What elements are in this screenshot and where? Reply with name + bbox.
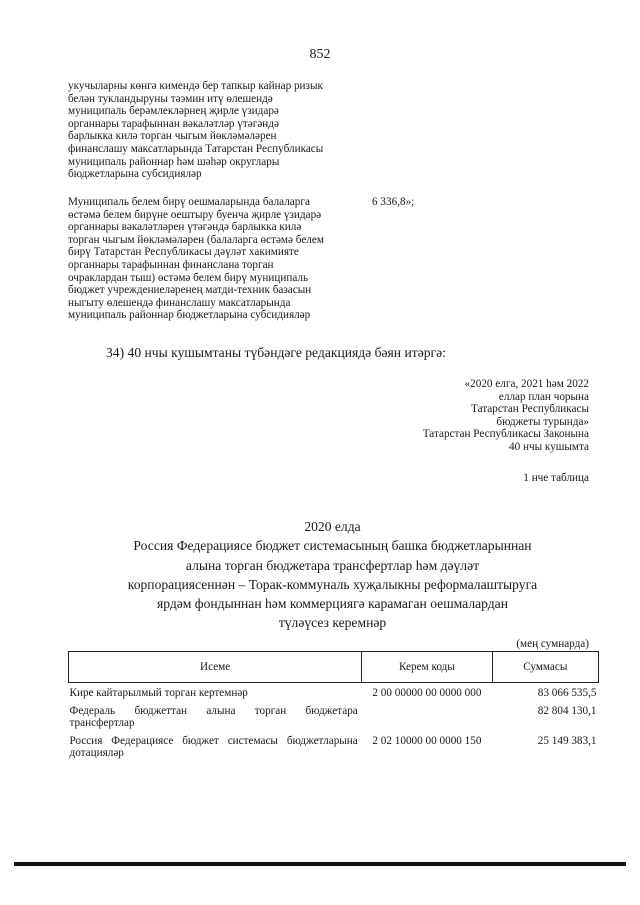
text-line: органнары вәкаләтләрен үтәгәндә барлыкка килә [68,221,302,234]
annex-line: бюджеты турында» [496,415,589,428]
title-line: Россия Федерациясе бюджет системасының башка бюджетларыннан [133,538,532,554]
text-line: бюджет учреждениеләренең матди-техник базасын [68,284,312,297]
table-row [69,683,599,701]
table-row [69,731,599,761]
text-line: муниципаль районнар бюджетларына субсидияләр [68,309,311,322]
revenue-table [68,651,599,761]
row-code: 2 02 10000 00 0000 150 [372,734,482,747]
row-code: 2 00 00000 00 0000 000 [372,687,482,699]
text-line: барлыкка килә торган чыгым йөкләмәләрен [68,130,277,143]
row-name: Федераль бюджеттан алына торган бюджетара трансфертлар [69,704,358,730]
row-sum: 83 066 535,5 [537,687,597,699]
table-row [69,701,599,731]
text-line: Муниципаль белем бирү оешмаларында балаларга [68,196,310,208]
annex-line: 40 нчы кушымта [509,440,589,453]
title-line: корпорациясеннән – Торак-коммуналь хуҗалыкны реформалаштыруга [127,576,538,592]
header-code: Керем коды [362,652,492,683]
row-name: Кире кайтарылмый торган кертемнәр [69,687,248,699]
table-header-row [69,652,599,683]
text-line: очраклардан тыш) өстәмә белем бирү муниципаль [68,271,309,284]
text-line: бирү Татарстан Республикасы дәүләт хакимияте [68,246,299,259]
header-name: Исеме [69,652,362,683]
row-code [362,701,492,731]
annex-reference [423,378,589,454]
text-line: өстәмә белем бирүне оештыру буенча җирле үзидарә [68,208,322,221]
row-sum: 82 804 130,1 [537,704,597,717]
title-line: алына торган бюджетара трансфертлар һәм дәүләт [185,557,480,573]
units-note: (мең сумнарда) [516,638,589,650]
text-line: органнары тарафыннан вәкаләтләр үтәгәндә [68,117,279,130]
title-line: ярдәм фондыннан һәм коммерциягә карамаган оешмалардан [156,596,508,612]
text-line: торган чыгым йөкләмәләрен (балаларга өстәмә белем [68,233,324,246]
header-sum: Суммасы [492,652,598,683]
page-number: 852 [309,47,331,62]
text-line: ныгыту өлешендә финанслашу максатларында [68,296,291,309]
table-number: 1 нче таблица [523,472,589,484]
text-line: бюджетларына субсидияләр [68,168,202,181]
text-line: муниципаль районнар һәм шәһәр округлары [68,155,280,168]
continuation-item-1 [68,80,356,181]
annex-line: еллар план чорына [498,390,589,403]
continuation-amount: 6 336,8»; [372,196,415,208]
row-sum: 25 149 383,1 [537,734,597,747]
text-line: муниципаль берәмлекләрнең җирле үзидарә [68,105,279,118]
title-line: түләүсез керемнәр [278,615,387,631]
annex-line: Татарстан Республикасы [471,403,589,416]
annex-line: Татарстан Республикасы Законына [422,428,589,441]
title-line: 2020 елда [304,519,361,534]
text-line: органнары тарафыннан финанслана торган [68,258,274,271]
scan-edge-bar [14,862,626,866]
row-name: Россия Федерациясе бюджет системасы бюджетларына дотацияләр [69,734,358,760]
continuation-item-2 [68,196,356,322]
table-title [60,517,605,633]
text-line: белән тукландыруны тәэмин итү өлешендә [68,92,273,105]
annex-line: «2020 елга, 2021 һәм 2022 [464,378,589,390]
text-line: финанслашу максатларында Татарстан Республикасы [68,142,324,155]
point-34-text: 34) 40 нчы кушымтаны түбәндәге редакциядә бәян итәргә: [106,345,446,360]
text-line: укучыларны көнгә кимендә бер тапкыр кайнар ризык [68,80,323,92]
